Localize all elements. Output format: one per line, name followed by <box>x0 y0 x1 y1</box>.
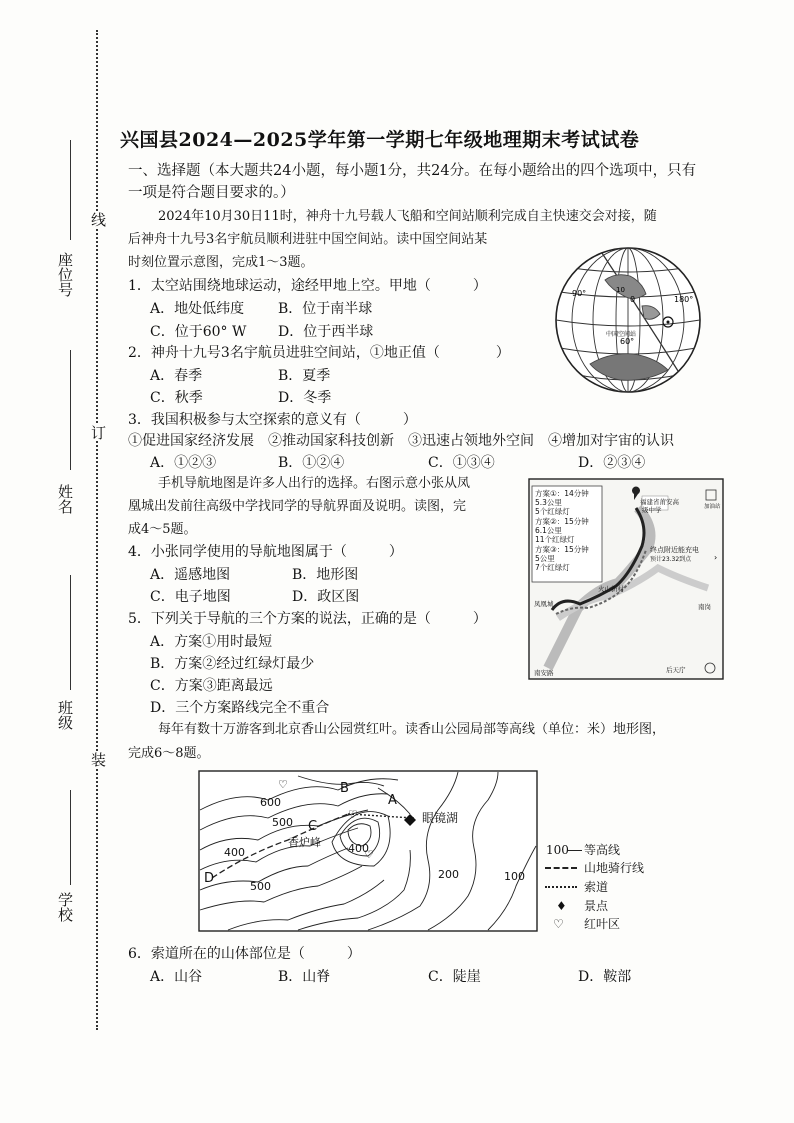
nav-gas-label: 加油站 <box>704 504 721 510</box>
navigation-map <box>528 478 724 680</box>
intro3-line2: 完成6～8题。 <box>128 746 210 761</box>
chevron-right-icon: › <box>714 553 718 562</box>
nav-start-label: 凤凰城 <box>534 600 554 608</box>
q6-option-d[interactable]: D．鞍部 <box>578 969 632 985</box>
globe-lon-w: 90° <box>572 289 587 298</box>
q5-option-a[interactable]: A．方案①用时最短 <box>150 634 273 650</box>
side-name-label: 姓名 <box>56 484 74 514</box>
contour-label-500a: 500 <box>272 816 293 829</box>
seat-field[interactable] <box>70 140 71 240</box>
q2-option-c[interactable]: C．秋季 <box>150 390 203 406</box>
q3-option-c[interactable]: C．①③④ <box>428 455 495 471</box>
intro1-line1: 2024年10月30日11时，神舟十九号载人飞船和空间站顺利完成自主快速交会对接，随 <box>158 209 657 224</box>
binding-dotted-line <box>96 30 98 1030</box>
q3-statements: ①促进国家经济发展 ②推动国家科技创新 ③迅速占领地外空间 ④增加对宇宙的认识 <box>128 433 674 449</box>
class-field[interactable] <box>70 575 71 690</box>
nav-charge-line2: 预计23.32到点 <box>650 556 692 563</box>
nav-destination-line2: 级中学 <box>642 506 662 514</box>
globe-lat-s: 60° <box>620 337 635 346</box>
school-field[interactable] <box>70 790 71 885</box>
q3-option-d[interactable]: D．②③④ <box>578 455 646 471</box>
q4-option-c[interactable]: C．电子地图 <box>150 589 231 605</box>
lake-label: 眼镜湖 <box>422 811 459 825</box>
nav-p1-time: 方案①：14分钟 <box>535 489 589 498</box>
contour-label-500b: 500 <box>250 880 271 893</box>
section1-line1: 一、选择题（本大题共24小题，每小题1分，共24分。在每小题给出的四个选项中，只有 <box>128 163 697 179</box>
section1-line2: 一项是符合题目要求的。） <box>128 185 295 201</box>
side-seat-label: 座位号 <box>56 252 74 297</box>
legend-spot-icon: ♦ <box>556 899 567 913</box>
legend-spot: 景点 <box>584 899 609 913</box>
intro2-line1: 手机导航地图是许多人出行的选择。右图示意小张从凤 <box>158 476 471 491</box>
nav-p2-dist: 6.1公里 <box>535 526 562 535</box>
name-field[interactable] <box>70 350 71 470</box>
point-a: A <box>388 793 397 808</box>
nav-p3-lights: 7个红绿灯 <box>535 563 570 572</box>
q2-option-b[interactable]: B．夏季 <box>278 368 331 384</box>
globe-lat-n: 10 <box>616 286 625 294</box>
point-d: D <box>204 871 215 886</box>
side-ding: 订 <box>89 425 107 440</box>
q1-option-c[interactable]: C．位于60° W <box>150 324 247 340</box>
point-b: B <box>340 781 349 796</box>
nav-p2-lights: 11个红绿灯 <box>535 535 575 544</box>
q2-option-a[interactable]: A．春季 <box>150 368 203 384</box>
q3-option-a[interactable]: A．①②③ <box>150 455 217 471</box>
space-station-globe <box>550 240 706 400</box>
point-c: C <box>308 819 318 834</box>
q6-option-c[interactable]: C．陡崖 <box>428 969 481 985</box>
legend-ride: 山地骑行线 <box>584 861 645 875</box>
q5-option-c[interactable]: C．方案③距离最远 <box>150 678 273 694</box>
q3-option-b[interactable]: B．①②④ <box>278 455 345 471</box>
side-zhuang: 装 <box>89 752 107 767</box>
intro1-line2: 后神舟十九号3名宇航员顺利进驻中国空间站。读中国空间站某 <box>128 232 488 247</box>
nav-p3-dist: 5公里 <box>535 554 555 563</box>
contour-label-200: 200 <box>438 868 459 881</box>
nav-charge-line1: 终点附近能充电 <box>650 546 699 554</box>
contour-map <box>198 770 538 932</box>
contour-label-600: 600 <box>260 796 281 809</box>
legend-cable: 索道 <box>584 880 609 894</box>
exam-title: 兴国县2024—2025学年第一学期七年级地理期末考试试卷 <box>120 129 640 151</box>
q6-option-b[interactable]: B．山脊 <box>278 969 331 985</box>
contour-label-400b: 400 <box>348 842 369 855</box>
legend-contour-value: 100 <box>546 843 569 857</box>
q5-option-b[interactable]: B．方案②经过红绿灯最少 <box>150 656 315 672</box>
nav-destination-line1: 福建省莆安高 <box>640 498 679 506</box>
q4-option-b[interactable]: B．地形图 <box>292 567 359 583</box>
q4-stem: 4．小张同学使用的导航地图属于（ ） <box>128 544 403 560</box>
nav-p2-time: 方案②：15分钟 <box>535 517 589 526</box>
red-leaf-icon: ♡ <box>278 778 288 791</box>
nav-p3-time: 方案③：15分钟 <box>535 545 589 554</box>
globe-lon-0: 0 <box>630 295 636 304</box>
red-leaf-icon: ♡ <box>364 848 374 861</box>
side-school-label: 学校 <box>56 892 74 922</box>
nav-road-label: 火山新村 <box>598 585 624 593</box>
q1-option-a[interactable]: A．地处低纬度 <box>150 301 245 317</box>
q5-option-d[interactable]: D．三个方案路线完全不重合 <box>150 700 330 716</box>
red-leaf-icon: ♡ <box>348 808 358 821</box>
q3-stem: 3．我国积极参与太空探索的意义有（ ） <box>128 412 417 428</box>
legend-red: 红叶区 <box>584 917 621 931</box>
nav-p1-lights: 5个红绿灯 <box>535 507 570 516</box>
q6-stem: 6．索道所在的山体部位是（ ） <box>128 946 361 962</box>
q1-option-b[interactable]: B．位于南半球 <box>278 301 373 317</box>
q4-option-d[interactable]: D．政区图 <box>292 589 360 605</box>
contour-label-400: 400 <box>224 846 245 859</box>
q2-stem: 2．神舟十九号3名宇航员进驻空间站，①地正值（ ） <box>128 345 510 361</box>
nav-area-label: 南岗 <box>698 603 711 611</box>
intro2-line3: 成4～5题。 <box>128 522 197 537</box>
nav-bottom-right-label: 后天庁 <box>666 666 686 674</box>
globe-station-label: 中国空间站 <box>606 331 637 338</box>
q5-stem: 5．下列关于导航的三个方案的说法，正确的是（ ） <box>128 611 487 627</box>
q1-option-d[interactable]: D．位于西半球 <box>278 324 374 340</box>
globe-lon-e: 180° <box>674 295 694 304</box>
legend-contour: 等高线 <box>584 843 621 857</box>
intro1-line3: 时刻位置示意图，完成1～3题。 <box>128 255 314 270</box>
nav-p1-dist: 5.3公里 <box>535 498 562 507</box>
side-xian: 线 <box>89 212 107 227</box>
q4-option-a[interactable]: A．遥感地图 <box>150 567 231 583</box>
side-class-label: 班级 <box>56 700 74 730</box>
q6-option-a[interactable]: A．山谷 <box>150 969 203 985</box>
contour-label-100: 100 <box>504 870 525 883</box>
intro2-line2: 凰城出发前往高级中学找同学的导航界面及说明。读图，完 <box>128 499 467 514</box>
q2-option-d[interactable]: D．冬季 <box>278 390 332 406</box>
nav-bottom-left-label: 南安路 <box>534 669 554 677</box>
q1-stem: 1．太空站围绕地球运动，途经甲地上空。甲地（ ） <box>128 278 487 294</box>
legend-red-leaf-icon: ♡ <box>553 917 564 931</box>
peak-label: 香炉峰 <box>288 836 321 849</box>
intro3-line1: 每年有数十万游客到北京香山公园赏红叶。读香山公园局部等高线（单位：米）地形图， <box>158 722 666 737</box>
